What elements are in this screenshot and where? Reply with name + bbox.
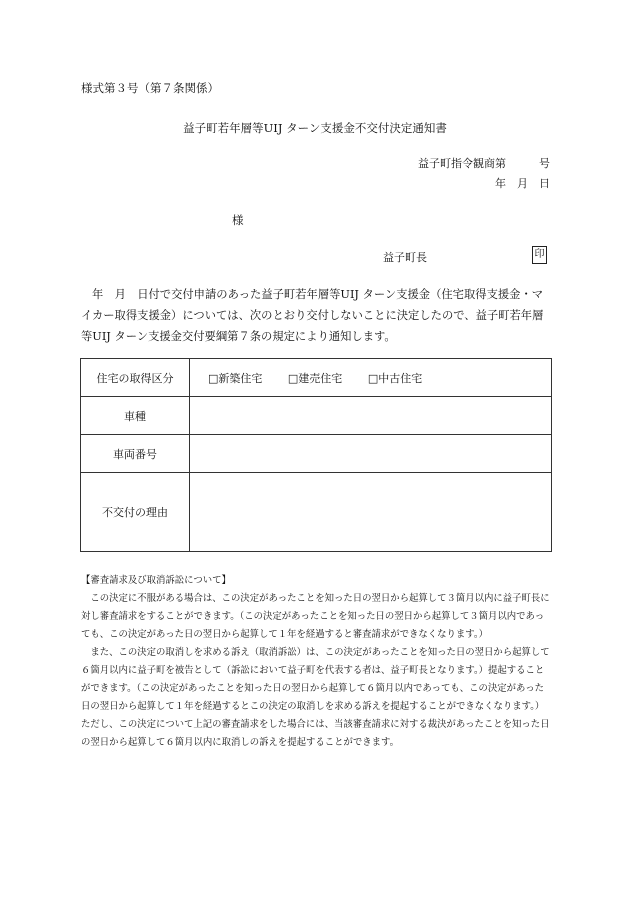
table-row <box>81 473 552 552</box>
option-used-house[interactable]: □中古住宅 <box>367 371 423 385</box>
form-number: 様式第３号（第７条関係） <box>81 81 219 95</box>
body-paragraph <box>81 284 552 347</box>
body-text: 年 月 日付で交付申請のあった益子町若年層等UIJ ターン支援金（住宅取得支援金・マイカー取得支援金）については、次のとおり交付しないことに決定したので、益子町若年層等UIJ ターン支援金交付要綱第７条の規定により通知します。 <box>81 288 544 343</box>
option-new-house[interactable]: □新築住宅 <box>208 371 263 385</box>
document-number: 益子町指令観商第 号 <box>418 157 550 170</box>
reason-label: 不交付の理由 <box>81 473 190 552</box>
details-table <box>80 358 552 552</box>
housing-type-label: 住宅の取得区分 <box>81 359 190 397</box>
appeal-notes <box>81 572 552 752</box>
option-ready-built-house[interactable]: □建売住宅 <box>287 371 343 385</box>
table-row <box>81 359 552 397</box>
document-date: 年 月 日 <box>495 177 550 190</box>
notes-heading: 【審査請求及び取消訴訟について】 <box>81 575 231 586</box>
seal-mark: 印 <box>532 246 547 264</box>
vehicle-type-field[interactable] <box>190 397 552 435</box>
notes-paragraph-2: また、この決定の取消しを求める訴え（取消訴訟）は、この決定があったことを知った日の翌日から起算して６箇月以内に益子町を被告として（訴訟において益子町を代表する者は、益子町長となります。）提起することができます。（この決定があったことを知った日の翌日から起算して６箇月以内であっても、この決定があった日の翌日から起算して１年を経過するとこの決定の取消しを求める訴えを提起することができなくなります。）ただし、この決定について上記の審査請求をした場合には、当該審査請求に対する裁決があったことを知った日の翌日から起算して６箇月以内に取消しの訴えを提起することができます。 <box>81 647 550 748</box>
vehicle-number-field[interactable] <box>190 435 552 473</box>
notes-paragraph-1: この決定に不服がある場合は、この決定があったことを知った日の翌日から起算して３箇月以内に益子町長に対し審査請求をすることができます。（この決定があったことを知った日の翌日から起算して３箇月以内であっても、この決定があった日の翌日から起算して１年を経過すると審査請求ができなくなります。） <box>81 593 550 640</box>
vehicle-number-label: 車両番号 <box>81 435 190 473</box>
table-row <box>81 435 552 473</box>
addressee-suffix: 様 <box>232 213 244 227</box>
housing-type-options <box>190 359 552 397</box>
vehicle-type-label: 車種 <box>81 397 190 435</box>
issuer-name: 益子町長 <box>383 251 427 264</box>
page-title: 益子町若年層等UIJ ターン支援金不交付決定通知書 <box>183 121 447 135</box>
reason-field[interactable] <box>190 473 552 552</box>
table-row <box>81 397 552 435</box>
